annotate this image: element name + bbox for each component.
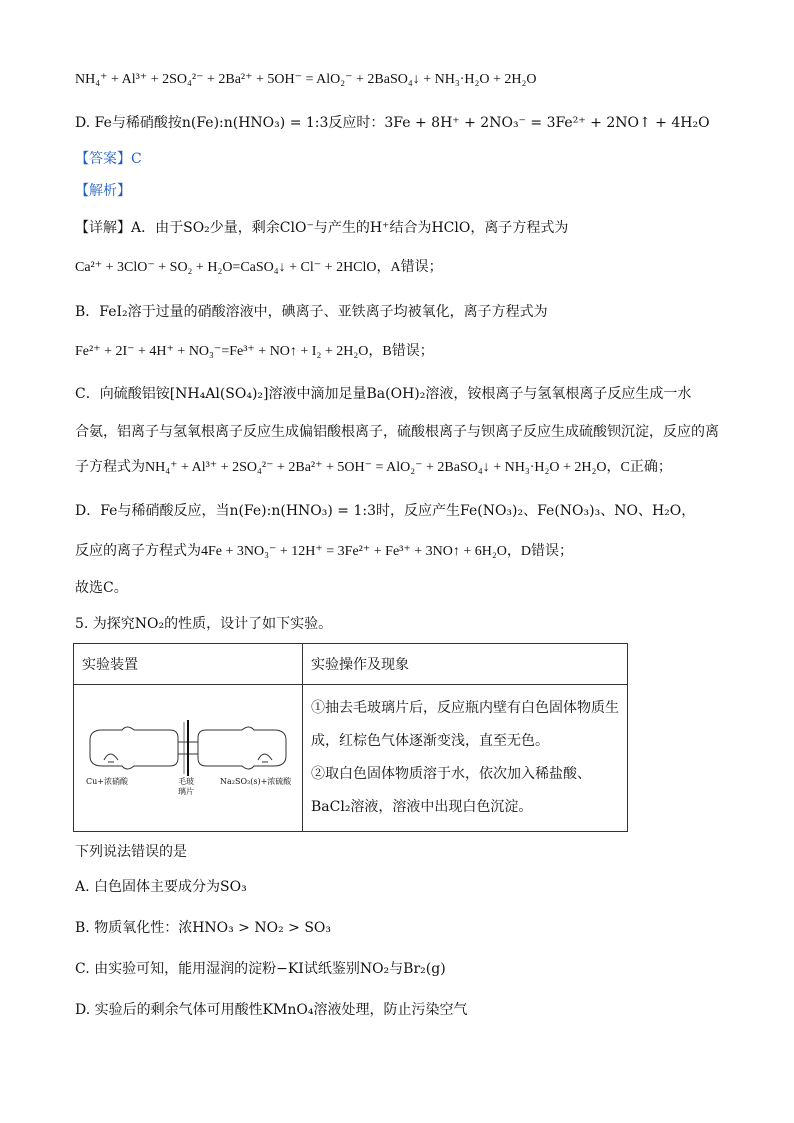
detail-a-line2: Ca²⁺ + 3ClO⁻ + SO₂ + H₂O=CaSO₄↓ + Cl⁻ + 2HClO，A错误； bbox=[75, 260, 443, 275]
experiment-table bbox=[73, 643, 628, 832]
apparatus-cell bbox=[74, 685, 303, 832]
apparatus-diagram bbox=[82, 718, 294, 798]
option-c-equation: NH₄⁺ + Al³⁺ + 2SO₄²⁻ + 2Ba²⁺ + 5OH⁻ = AlO₂⁻ + 2BaSO₄↓ + NH₃·H₂O + 2H₂O bbox=[75, 72, 537, 87]
label-frosted-glass-1: 毛玻 bbox=[178, 777, 194, 786]
option-a: A. 白色固体主要成分为SO₃ bbox=[75, 879, 247, 895]
label-na2so3-conc-sulfuric: Na₂SO₃(s)+浓硫酸 bbox=[220, 777, 292, 786]
detail-b-line2: Fe²⁺ + 2I⁻ + 4H⁺ + NO₃⁻=Fe³⁺ + NO↑ + I₂ + 2H₂O，B错误； bbox=[75, 344, 434, 359]
detail-b-line1: B．FeI₂溶于过量的硝酸溶液中，碘离子、亚铁离子均被氧化，离子方程式为 bbox=[75, 304, 548, 320]
answer-label: 【答案】C bbox=[75, 151, 142, 167]
operation-2: ②取白色固体物质溶于水，依次加入稀盐酸、BaCl₂溶液，溶液中出现白色沉淀。 bbox=[311, 766, 591, 815]
question-5-stem: 5. 为探究NO₂的性质，设计了如下实验。 bbox=[75, 616, 333, 632]
detail-d-line1: D．Fe与稀硝酸反应，当n(Fe):n(HNO₃) = 1:3时，反应产生Fe(NO₃)₂、Fe(NO₃)₃、NO、H₂O， bbox=[75, 503, 696, 519]
detail-d-line2: 反应的离子方程式为4Fe + 3NO₃⁻ + 12H⁺ = 3Fe²⁺ + Fe³⁺ + 3NO↑ + 6H₂O，D错误； bbox=[75, 544, 573, 559]
option-d-q5: D. 实验后的剩余气体可用酸性KMnO₄溶液处理，防止污染空气 bbox=[75, 1002, 468, 1018]
label-frosted-glass-2: 璃片 bbox=[178, 787, 194, 796]
detail-c-line3: 子方程式为NH₄⁺ + Al³⁺ + 2SO₄²⁻ + 2Ba²⁺ + 5OH⁻ = AlO₂⁻ + 2BaSO₄↓ + NH₃·H₂O + 2H₂O，C正确； bbox=[75, 460, 672, 475]
detail-c-line1: C．向硫酸铝铵[NH₄Al(SO₄)₂]溶液中滴加足量Ba(OH)₂溶液，铵根离子与氢氧根离子反应生成一水 bbox=[75, 386, 692, 402]
detail-a-line1: 【详解】A．由于SO₂少量，剩余ClO⁻与产生的H⁺结合为HClO，离子方程式为 bbox=[75, 220, 569, 236]
question-prompt: 下列说法错误的是 bbox=[75, 844, 187, 860]
reaction-flasks-drawing bbox=[82, 718, 294, 778]
table-header-operations: 实验操作及现象 bbox=[303, 644, 628, 685]
operations-cell bbox=[303, 685, 628, 832]
option-d: D. Fe与稀硝酸按n(Fe):n(HNO₃) = 1:3反应时：3Fe + 8H⁺ + 2NO₃⁻ = 3Fe²⁺ + 2NO↑ + 4H₂O bbox=[75, 115, 710, 131]
option-c: C. 由实验可知，能用湿润的淀粉−KI试纸鉴别NO₂与Br₂(g) bbox=[75, 961, 446, 977]
detail-c-line2: 合氨，铝离子与氢氧根离子反应生成偏铝酸根离子，硫酸根离子与钡离子反应生成硫酸钡沉淀，反应的离 bbox=[75, 424, 719, 440]
table-header-apparatus: 实验装置 bbox=[74, 644, 303, 685]
conclusion: 故选C。 bbox=[75, 580, 128, 596]
option-b: B. 物质氧化性：浓HNO₃ > NO₂ > SO₃ bbox=[75, 920, 332, 936]
operation-1: ①抽去毛玻璃片后，反应瓶内壁有白色固体物质生成，红棕色气体逐渐变浅，直至无色。 bbox=[311, 700, 619, 749]
analysis-label: 【解析】 bbox=[75, 183, 131, 199]
label-cu-conc-nitric: Cu+浓硝酸 bbox=[86, 777, 128, 786]
